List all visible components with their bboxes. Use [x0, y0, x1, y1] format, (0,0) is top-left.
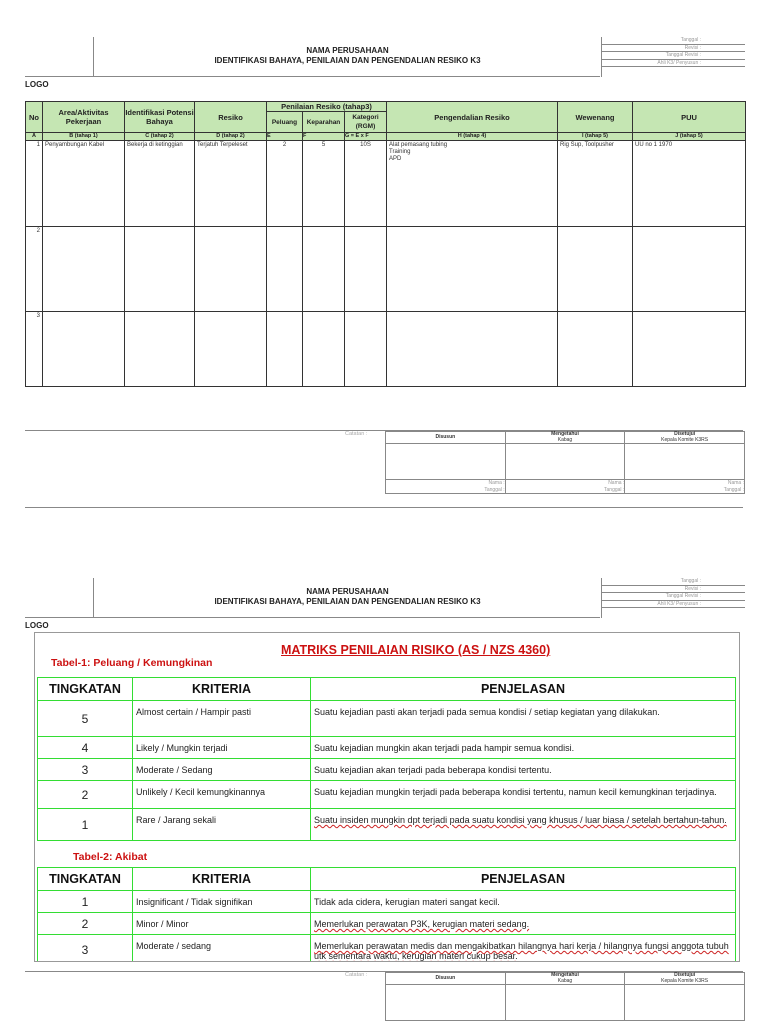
risk-matrix-panel	[34, 632, 740, 962]
mengetahui-label: Mengetahui	[551, 972, 579, 978]
header-title	[95, 46, 600, 66]
logo-placeholder: LOGO	[25, 80, 49, 89]
kriteria-value: Minor / Minor	[133, 913, 311, 935]
company-name: NAMA PERUSAHAAN	[306, 46, 389, 55]
col-puu: PUU	[633, 102, 746, 133]
tanggal-label: Tanggal :	[386, 487, 506, 494]
col-kategori: Kategori (RGM)	[345, 112, 387, 133]
nama-label: Nama :	[625, 480, 745, 487]
logo-placeholder: LOGO	[25, 621, 49, 630]
penjelasan-value: Suatu kejadian akan terjadi pada beberapa kondisi tertentu.	[311, 759, 736, 781]
page1-header	[25, 37, 745, 77]
meta-revisi: Revisi :	[602, 45, 745, 53]
kabag-label: Kabag	[557, 977, 573, 984]
col-area: Area/Aktivitas Pekerjaan	[43, 102, 125, 133]
table-row	[26, 227, 746, 312]
penjelasan-value: Suatu kejadian mungkin akan terjadi pada hampir semua kondisi.	[311, 737, 736, 759]
level-value: 1	[38, 809, 133, 841]
disusun-label: Disusun	[386, 973, 506, 985]
table1-label: Tabel-1: Peluang / Kemungkinan	[51, 657, 213, 669]
kriteria-value: Almost certain / Hampir pasti	[133, 701, 311, 737]
meta-penyusun: Ahli K3/ Penyusun :	[602, 60, 745, 68]
header-meta	[601, 37, 745, 77]
row-no: 3	[26, 312, 43, 387]
level-value: 1	[38, 891, 133, 913]
penjelasan-value: Suatu insiden mungkin dpt terjadi pada suatu kondisi yang khusus / luar biasa / setelah bertahun-tahun.	[311, 809, 736, 841]
table2-label: Tabel-2: Akibat	[73, 851, 148, 863]
meta-tanggal-revisi: Tanggal Revisi :	[602, 52, 745, 60]
table-row	[38, 759, 736, 781]
row-pengendalian	[387, 141, 558, 227]
code-b: B (tahap 1)	[43, 133, 125, 141]
peluang-table	[37, 677, 736, 841]
tanggal-label: Tanggal :	[505, 487, 625, 494]
catatan-label: Catatan :	[345, 972, 368, 978]
disusun-label: Disusun	[386, 432, 506, 444]
signature-table	[385, 972, 745, 1021]
penjelasan-value: Suatu kejadian mungkin terjadi pada beberapa kondisi tertentu, namun kecil kemungkinan terjadinya.	[311, 781, 736, 809]
col-keparahan: Keparahan	[303, 112, 345, 133]
kriteria-value: Insignificant / Tidak signifikan	[133, 891, 311, 913]
meta-tanggal: Tanggal :	[602, 37, 745, 45]
document-title: IDENTIFIKASI BAHAYA, PENILAIAN DAN PENGENDALIAN RESIKO K3	[214, 56, 481, 65]
penjelasan-value: Memerlukan perawatan P3K, kerugian materi sedang.	[311, 913, 736, 935]
row-no: 1	[26, 141, 43, 227]
table-row	[38, 935, 736, 963]
level-value: 5	[38, 701, 133, 737]
pengendalian-item: Alat pemasang tubing	[389, 142, 448, 148]
header-divider	[93, 578, 94, 618]
code-j: J (tahap 5)	[633, 133, 746, 141]
code-f: F	[303, 133, 345, 141]
kriteria-value: Likely / Mungkin terjadi	[133, 737, 311, 759]
level-value: 2	[38, 781, 133, 809]
akibat-table	[37, 867, 736, 962]
kriteria-value: Rare / Jarang sekali	[133, 809, 311, 841]
kabag-label: Kabag	[557, 436, 573, 443]
head-penjelasan: PENJELASAN	[311, 678, 736, 701]
col-no: No	[26, 102, 43, 133]
header-underline	[25, 617, 600, 618]
level-value: 4	[38, 737, 133, 759]
code-c: C (tahap 2)	[125, 133, 195, 141]
row-puu: UU no 1 1970	[633, 141, 746, 227]
penjelasan-value: Tidak ada cidera, kerugian materi sangat kecil.	[311, 891, 736, 913]
col-penilaian: Penilaian Resiko (tahap3)	[267, 102, 387, 112]
header-title	[95, 587, 600, 607]
table-row	[26, 141, 746, 227]
kepala-label: Kepala Komite K3RS	[661, 977, 709, 984]
nama-label: Nama :	[505, 480, 625, 487]
meta-tanggal: Tanggal :	[602, 578, 745, 586]
signature-table	[385, 431, 745, 494]
disetujui-label: Disetujui	[674, 431, 696, 437]
document-title: IDENTIFIKASI BAHAYA, PENILAIAN DAN PENGENDALIAN RESIKO K3	[214, 597, 481, 606]
table-row	[38, 781, 736, 809]
pengendalian-item: Training	[389, 149, 411, 155]
table-row	[38, 913, 736, 935]
row-wewenang: Rig Sup, Toolpusher	[558, 141, 633, 227]
pengendalian-item: APD	[389, 156, 402, 162]
level-value: 2	[38, 913, 133, 935]
table-row	[38, 809, 736, 841]
head-tingkatan: TINGKATAN	[38, 868, 133, 891]
row-kategori: 10S	[345, 141, 387, 227]
code-a: A	[26, 133, 43, 141]
col-wewenang: Wewenang	[558, 102, 633, 133]
col-identifikasi: Identifikasi Potensi Bahaya	[125, 102, 195, 133]
nama-label: Nama :	[386, 480, 506, 487]
head-penjelasan: PENJELASAN	[311, 868, 736, 891]
col-pengendalian: Pengendalian Resiko	[387, 102, 558, 133]
row-area: Penyambungan Kabel	[43, 141, 125, 227]
col-peluang: Peluang	[267, 112, 303, 133]
table-row	[38, 737, 736, 759]
row-peluang: 2	[267, 141, 303, 227]
disetujui-label: Disetujui	[674, 972, 696, 978]
meta-tanggal-revisi: Tanggal Revisi :	[602, 593, 745, 601]
code-d: D (tahap 2)	[195, 133, 267, 141]
header-meta	[601, 578, 745, 618]
table-row	[38, 891, 736, 913]
table-row	[26, 312, 746, 387]
page2-header	[25, 578, 745, 618]
head-tingkatan: TINGKATAN	[38, 678, 133, 701]
kriteria-value: Unlikely / Kecil kemungkinannya	[133, 781, 311, 809]
head-kriteria: KRITERIA	[133, 868, 311, 891]
mengetahui-label: Mengetahui	[551, 431, 579, 437]
code-i: I (tahap 5)	[558, 133, 633, 141]
code-e: E	[267, 133, 303, 141]
level-value: 3	[38, 759, 133, 781]
code-g: G = E x F	[345, 133, 387, 141]
meta-revisi: Revisi :	[602, 586, 745, 594]
row-identifikasi: Bekerja di ketinggian	[125, 141, 195, 227]
level-value: 3	[38, 935, 133, 963]
kepala-label: Kepala Komite K3RS	[661, 436, 709, 443]
matrix-title: MATRIKS PENILAIAN RISIKO (AS / NZS 4360)	[281, 643, 551, 657]
table-row	[38, 701, 736, 737]
risk-identification-table	[25, 101, 746, 387]
kriteria-value: Moderate / sedang	[133, 935, 311, 963]
code-h: H (tahap 4)	[387, 133, 558, 141]
penjelasan-value: Memerlukan perawatan medis dan mengakibatkan hilangnya hari kerja / hilangnya fungsi anggota tubuh utk sementara waktu, kerugian materi cukup besar.	[311, 935, 736, 963]
row-resiko: Terjatuh Terpeleset	[195, 141, 267, 227]
kriteria-value: Moderate / Sedang	[133, 759, 311, 781]
header-divider	[93, 37, 94, 77]
tanggal-label: Tanggal :	[625, 487, 745, 494]
head-kriteria: KRITERIA	[133, 678, 311, 701]
penjelasan-value: Suatu kejadian pasti akan terjadi pada semua kondisi / setiap kegiatan yang dilakukan.	[311, 701, 736, 737]
company-name: NAMA PERUSAHAAN	[306, 587, 389, 596]
meta-penyusun: Ahli K3/ Penyusun :	[602, 601, 745, 609]
catatan-label: Catatan :	[345, 431, 368, 437]
row-keparahan: 5	[303, 141, 345, 227]
row-no: 2	[26, 227, 43, 312]
col-resiko: Resiko	[195, 102, 267, 133]
header-underline	[25, 76, 600, 77]
